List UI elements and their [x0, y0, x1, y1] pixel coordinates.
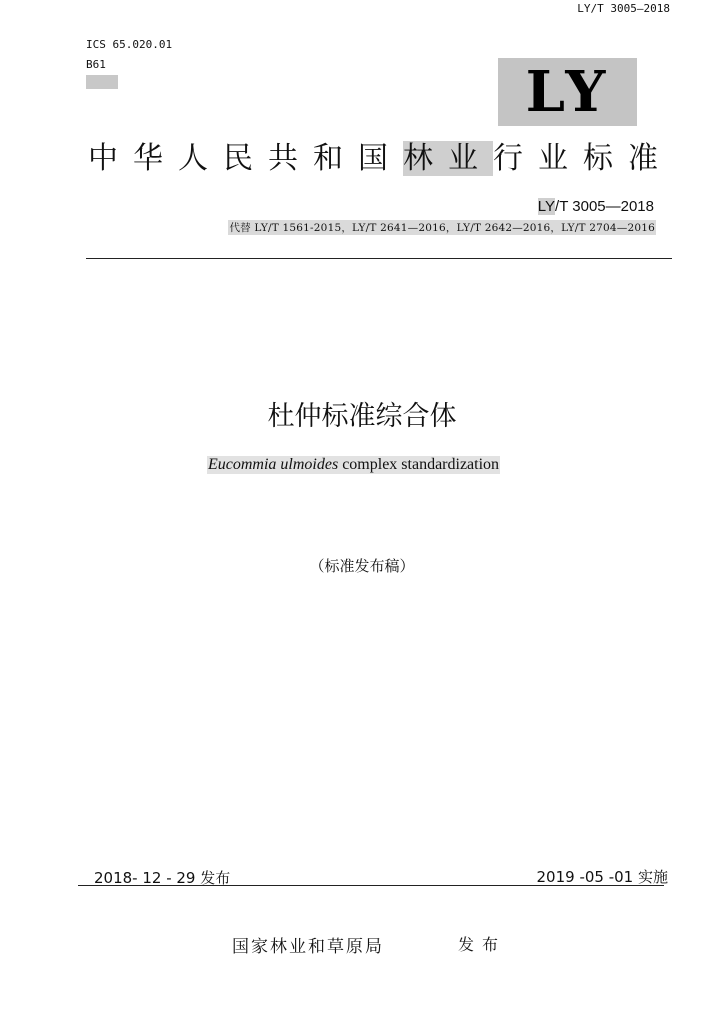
gray-placeholder-box	[86, 75, 118, 89]
top-divider	[86, 258, 672, 259]
draft-status: （标准发布稿）	[309, 557, 415, 575]
org-title-part1: 中华人民共和国	[88, 141, 403, 176]
org-title-part2: 林业	[403, 141, 493, 176]
title-en-italic: Eucommia ulmoides	[208, 456, 339, 473]
header-standard-code: LY/T 3005—2018	[577, 2, 670, 15]
document-title-en	[207, 456, 500, 474]
replaces-line: 代替 LY/T 1561-2015，LY/T 2641—2016，LY/T 2642—2016，LY/T 2704—2016	[229, 222, 655, 234]
title-en-rest: complex standardization	[338, 456, 500, 473]
publish-label: 发布	[458, 935, 507, 954]
standard-number-prefix: LY	[537, 198, 556, 215]
ccs-code: B61	[86, 58, 106, 71]
standard-number-suffix: /T 3005—2018	[555, 198, 654, 215]
org-title-part3: 行业标准	[493, 141, 673, 176]
bottom-divider	[78, 885, 664, 886]
ly-logo: LY	[498, 58, 637, 126]
ics-code: ICS 65.020.01	[86, 38, 173, 51]
org-title	[88, 140, 673, 178]
standard-number	[538, 198, 654, 215]
publisher: 国家林业和草原局	[232, 937, 384, 957]
implementation-date: 2019 -05 -01 实施	[536, 868, 668, 886]
document-title-cn: 杜仲标准综合体	[267, 401, 457, 432]
issue-date: 2018- 12 - 29 发布	[94, 869, 231, 887]
